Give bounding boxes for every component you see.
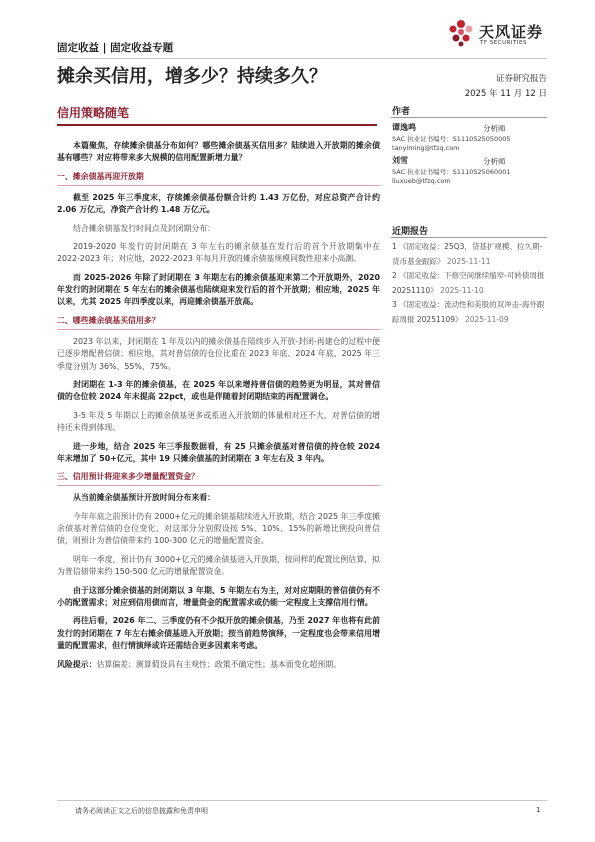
recent-report-item[interactable] xyxy=(392,269,547,298)
author-name: 刘雪 xyxy=(392,156,408,165)
header-divider xyxy=(57,58,547,59)
author-role: 分析师 xyxy=(483,157,506,166)
report-title: 摊余买信用，增多少？持续多久？ xyxy=(57,66,327,87)
author-license: SAC 执业证书编号：S1110525060001 xyxy=(392,168,511,176)
report-subtitle: 信用策略随笔 xyxy=(57,106,130,120)
author-license: SAC 执业证书编号：S1110525050005 xyxy=(392,135,511,143)
recent-report-item[interactable] xyxy=(392,298,547,327)
recent-report-date: 2025-11-09 xyxy=(464,314,509,324)
recent-reports-list xyxy=(392,240,547,328)
author-role: 分析师 xyxy=(483,124,506,133)
author-email[interactable]: liuxueb@tfzq.com xyxy=(392,177,451,185)
recent-report-item[interactable] xyxy=(392,240,547,269)
body-paragraph: 今年年底之前预计仍有 2000+亿元的摊余债基陆续进入开放期，结合 2025 年三季度摊余债基对普信债的仓位变化，对这部分分别假设按 5%、10%、15%的新增比例投向普信债，则预计为普信债带来约 100-300 亿元的增量配置资金。 xyxy=(57,511,380,546)
subtitle-divider xyxy=(57,124,377,126)
recent-report-title[interactable]: 1 《固定收益：25Q3，货基扩规模、拉久期-货币基金跟踪》 xyxy=(392,242,543,266)
body-paragraph: 再往后看，2026 年二、三季度仍有不少拟开放的摊余债基，乃至 2027 年也将有此前发行的封闭期在 7 年左右摊余债基进入开放期；按当前趋势演绎，一定程度也会带来信用增量的配置需求，但行情演绎或许还需结合更多因素来考虑。 xyxy=(57,616,380,651)
author-email[interactable]: tanyiming@tfzq.com xyxy=(392,144,460,152)
page-number: 1 xyxy=(536,806,541,814)
recent-report-date: 2025-11-10 xyxy=(440,285,484,295)
recent-report-date: 2025-11-11 xyxy=(446,256,491,266)
body-paragraph: 明年一季度，预计仍有 3000+亿元的摊余债基进入开放期，按同样的配置比例估算，拟为普信债带来约 150-500 亿元的增量配置资金。 xyxy=(57,554,380,577)
logo-flower-icon xyxy=(446,18,476,48)
intro-paragraph xyxy=(57,140,380,165)
recent-report-title[interactable]: 3 《固定收益：流动性和美股的双冲击-海外跟踪周报 20251109》 xyxy=(392,300,545,324)
logo-chinese: 天风证券 xyxy=(479,23,544,41)
body-paragraph: 3-5 年及 5 年期以上的摊余债基更多或系进入开放期的体量相对还不大，对普信债的增持还未得到体现。 xyxy=(57,410,380,433)
recent-report-title[interactable]: 2 《固定收益：下修空间继续缩窄-可转债周报 20251110》 xyxy=(392,271,545,295)
section-heading: 一、摊余债基再迎开放期 xyxy=(57,171,380,186)
company-logo xyxy=(446,18,556,54)
section-heading: 二、哪些摊余债基买信用多？ xyxy=(57,315,380,330)
recent-reports-divider xyxy=(391,237,547,238)
intro-label: 本篇聚焦， xyxy=(73,141,114,150)
section-heading: 三、信用预计将迎来多少增量配置资金？ xyxy=(57,471,380,486)
authors-divider xyxy=(391,117,547,118)
author-name: 谭逸鸣 xyxy=(392,123,416,132)
body-paragraph: 截至 2025 年三季度末，存续摊余债基份额合计约 1.43 万亿份，对应总资产合计约 2.06 万亿元，净资产合计约 1.48 万亿元。 xyxy=(57,192,380,215)
body-paragraph: 2023 年以来，封闭期在 1 年及以内的摊余债基在陆续步入开放-封闭-再建仓的过程中便已逐步增配普信债；相应地，其对普信债的仓位比重在 2023 年底、2024 年底、2025 年三季度分别为 36%、55%、75%。 xyxy=(57,336,380,371)
logo-english: TF SECURITIES xyxy=(480,40,527,46)
body-paragraph: 由于这部分摊余债基的封闭期以 3 年期、5 年期左右为主，对对应期限的普信债仍有不小的配置需求；对应到信用债而言，增量资金的配置需求或仍能一定程度上支撑信用行情。 xyxy=(57,585,380,607)
footer-divider xyxy=(57,800,547,801)
recent-reports-heading: 近期报告 xyxy=(392,227,429,237)
report-type: 证券研究报告 xyxy=(495,74,547,84)
report-body xyxy=(57,140,380,677)
header-category: 固定收益 | 固定收益专题 xyxy=(57,42,174,54)
intro-text: 存续摊余债基分布如何？哪些摊余债基买信用多？陆续进入开放期的摊余债基有哪些？对应将带来多大规模的信用配置新增力量？ xyxy=(57,141,380,163)
body-paragraph: 2019-2020 年发行的封闭期在 3 年左右的摊余债基在发行后的首个开放期集中在 2022-2023 年；对应地，2022-2023 年每月开放的摊余债基规模同数性迎来小高潮。 xyxy=(57,242,380,264)
body-paragraph: 结合摊余债基发行时间点及封闭期分布： xyxy=(73,223,216,233)
authors-heading: 作者 xyxy=(392,107,411,117)
body-paragraph: 进一步地，结合 2025 年三季报数据看，有 25 只摊余债基对普信债的持仓较 2024 年末增加了 50+亿元，其中 19 只摊余债基的封闭期在 3 年左右及 3 年内。 xyxy=(57,441,380,463)
body-paragraph: 而 2025-2026 年除了封闭期在 3 年期左右的摊余债基迎来第二个开放期外，2020 年发行的封闭期在 5 年左右的摊余债基也陆续迎来发行后的首个开放期；相应地，2025 年以来，尤其 2025 年四季度以来，再迎摊余债基开放高。 xyxy=(57,272,380,307)
risk-label: 风险提示： xyxy=(57,659,97,669)
risk-paragraph xyxy=(57,659,380,671)
risk-text: 估算偏差；测算假设具有主观性；政策不确定性；基本面变化超预期。 xyxy=(96,659,342,669)
report-date: 2025 年 11 月 12 日 xyxy=(464,89,547,99)
footer-disclaimer: 请务必阅读正文之后的信息披露和免责申明 xyxy=(75,807,208,815)
body-paragraph: 从当前摊余债基预计开放时间分布来看： xyxy=(73,493,216,503)
body-paragraph: 封闭期在 1-3 年的摊余债基，在 2025 年以来增持普信债的趋势更为明显，其对普信债的仓位较 2024 年末提高 22pct，或也是伴随着封闭期结束的再配置调仓。 xyxy=(57,379,380,402)
